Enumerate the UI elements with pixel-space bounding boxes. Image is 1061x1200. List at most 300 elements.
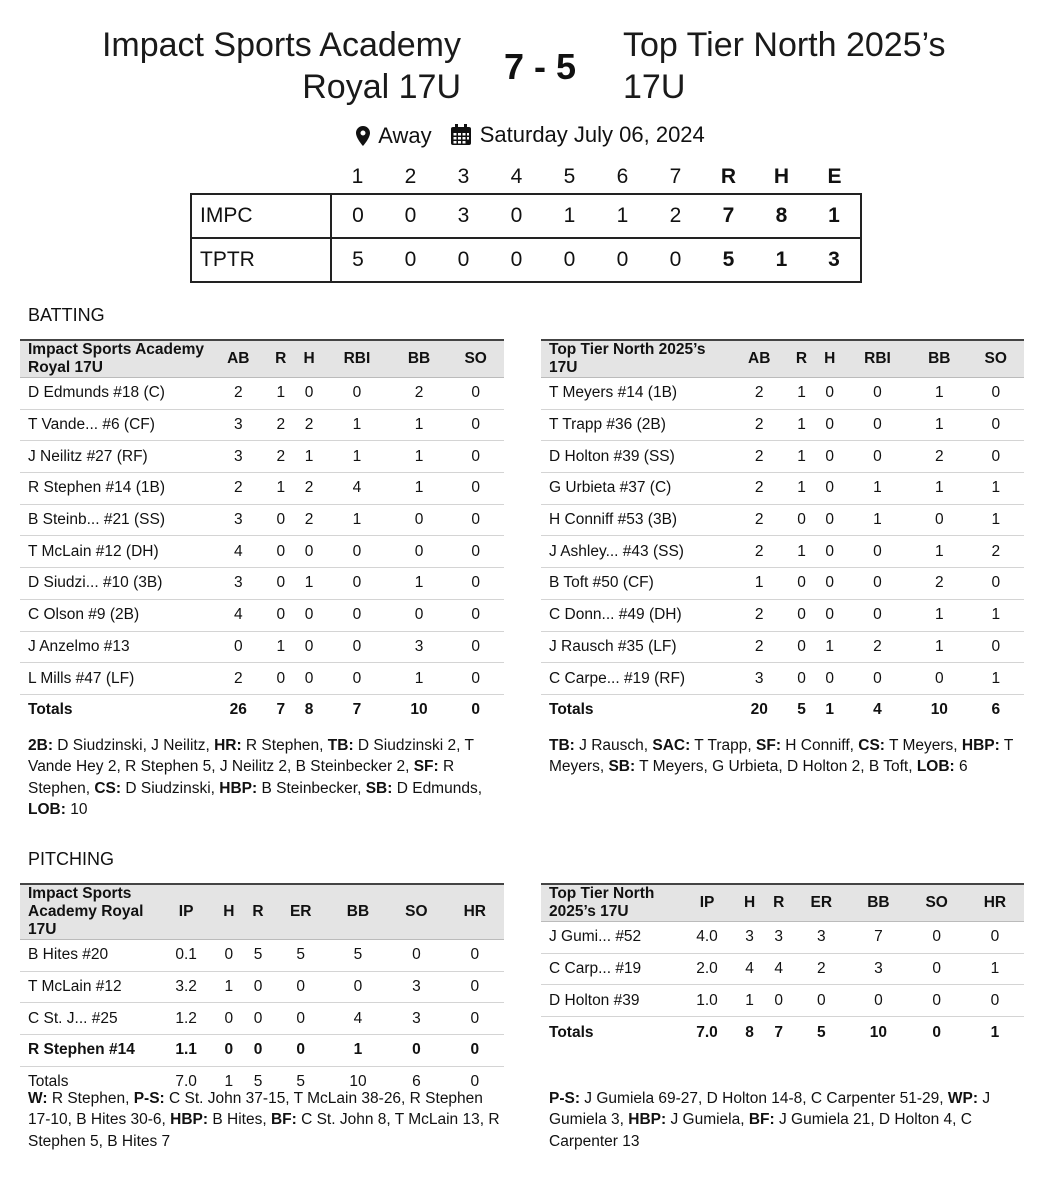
note-label: BF: xyxy=(270,1111,297,1129)
inning-header: 7 xyxy=(669,164,682,188)
stat-cell: 2 xyxy=(731,378,787,410)
stat-cell: 1.1 xyxy=(158,1035,214,1067)
total-cell: 26 xyxy=(229,701,247,719)
batting-table-home xyxy=(541,339,1024,726)
player-name: C Carpe... #19 (RF) xyxy=(541,663,731,695)
stat-cell: 0 xyxy=(447,504,504,536)
stat-cell: 4 xyxy=(323,473,391,505)
table-row xyxy=(20,1003,504,1035)
team-name-header: Impact Sports Academy Royal 17U xyxy=(20,340,210,378)
stat-cell: 0 xyxy=(844,378,911,410)
player-name: G Urbieta #37 (C) xyxy=(541,473,731,505)
stat-cell: 3 xyxy=(391,631,448,663)
inning-runs: 2 xyxy=(649,194,702,238)
table-row xyxy=(20,473,504,505)
stat-col-header: BB xyxy=(911,340,967,378)
stat-cell: 3 xyxy=(735,922,764,954)
stat-cell: 1.2 xyxy=(158,1003,214,1035)
stat-cell: 0 xyxy=(273,971,329,1003)
total-cell: 7.0 xyxy=(175,1073,197,1091)
stat-cell: 2 xyxy=(295,473,323,505)
stat-cell: 1 xyxy=(968,599,1024,631)
player-name: J Neilitz #27 (RF) xyxy=(20,441,210,473)
stat-cell: 0 xyxy=(243,1003,272,1035)
total-cell: 8 xyxy=(745,1023,754,1041)
note-label: SB: xyxy=(365,779,393,797)
stat-cell: 0 xyxy=(966,922,1024,954)
stat-cell: 0 xyxy=(816,409,844,441)
stat-col-header: AB xyxy=(731,340,787,378)
stat-cell: 3 xyxy=(210,504,267,536)
stat-cell: 1 xyxy=(323,409,391,441)
note-text: C St. John 8, T McLain 13, R Stephen 5, B Hites 7 xyxy=(28,1111,500,1150)
player-name: T McLain #12 (DH) xyxy=(20,536,210,568)
date xyxy=(450,120,705,150)
player-name: T McLain #12 xyxy=(20,971,158,1003)
stat-cell: 0 xyxy=(816,663,844,695)
line-score-row-home xyxy=(191,238,861,282)
player-name: T Meyers #14 (1B) xyxy=(541,378,731,410)
player-name: C Carp... #19 xyxy=(541,953,679,985)
stat-cell: 0 xyxy=(908,953,966,985)
note-label: CS: xyxy=(858,737,885,754)
stat-cell: 2 xyxy=(731,473,787,505)
date-text: Saturday July 06, 2024 xyxy=(479,122,705,147)
stat-cell: 0 xyxy=(446,940,504,972)
stat-cell: 1 xyxy=(966,953,1024,985)
inning-header: 2 xyxy=(404,164,417,188)
stat-cell: 0 xyxy=(911,504,967,536)
team-name-header: Impact Sports Academy Royal 17U xyxy=(20,884,158,940)
stat-cell: 0 xyxy=(447,409,504,441)
stat-col-header: BB xyxy=(329,884,387,940)
stat-cell: 1 xyxy=(391,663,448,695)
stat-col-header: SO xyxy=(447,340,504,378)
away-team-line-2: Royal 17U xyxy=(302,68,461,106)
note-label: P-S: xyxy=(133,1090,165,1107)
stat-cell: 0 xyxy=(844,568,911,600)
table-row xyxy=(541,378,1024,410)
stat-cell: 0 xyxy=(323,568,391,600)
note-text: 6 xyxy=(954,758,968,776)
stat-cell: 0 xyxy=(295,378,323,410)
stat-cell: 1 xyxy=(911,536,967,568)
inning-runs: 0 xyxy=(543,238,596,282)
line-score-row-away xyxy=(191,194,861,238)
table-row xyxy=(541,985,1024,1017)
table-row xyxy=(20,631,504,663)
pitching-table-away xyxy=(20,883,504,1098)
stat-cell: 7 xyxy=(849,922,907,954)
stat-cell: 3 xyxy=(793,922,849,954)
stat-col-header: H xyxy=(214,884,243,940)
stat-col-header: R xyxy=(243,884,272,940)
total-runs: 7 xyxy=(702,194,755,238)
stat-cell: 2 xyxy=(295,409,323,441)
inning-runs: 1 xyxy=(543,194,596,238)
stat-cell: 0 xyxy=(968,631,1024,663)
stat-cell: 0 xyxy=(966,985,1024,1017)
total-cell: 5 xyxy=(816,1023,826,1041)
note-text: D Siudzinski 2, T Vande Hey 2, R Stephen 5, J Neilitz 2, B Steinbecker 2, xyxy=(28,737,474,776)
stat-cell: 2 xyxy=(210,378,267,410)
stat-cell: 2 xyxy=(731,441,787,473)
stat-col-header: R xyxy=(267,340,295,378)
note-text: D Edmunds, xyxy=(392,779,483,797)
note-text: B Hites, xyxy=(208,1111,271,1129)
stat-cell: 0 xyxy=(844,536,911,568)
note-label: SB: xyxy=(608,758,636,776)
note-text: B Steinbecker, xyxy=(257,779,366,797)
inning-runs: 3 xyxy=(437,194,490,238)
stat-cell: 0 xyxy=(267,568,295,600)
stat-cell: 0 xyxy=(816,536,844,568)
stat-cell: 0 xyxy=(844,663,911,695)
stat-cell: 0 xyxy=(787,631,815,663)
home-team-line-2: 17U xyxy=(623,68,686,106)
player-name: J Ashley... #43 (SS) xyxy=(541,536,731,568)
note-label: HR: xyxy=(214,737,242,754)
stat-cell: 0 xyxy=(329,971,387,1003)
stat-cell: 0 xyxy=(764,985,793,1017)
totals-label: Totals xyxy=(549,1023,594,1041)
note-text: R Stephen, xyxy=(28,758,455,797)
stat-cell: 0 xyxy=(793,985,849,1017)
stat-cell: 0 xyxy=(849,985,907,1017)
player-name: B Toft #50 (CF) xyxy=(541,568,731,600)
stat-cell: 1 xyxy=(731,568,787,600)
stat-cell: 3 xyxy=(731,663,787,695)
note-label: W: xyxy=(28,1090,48,1107)
note-text: J Gumiela 3, xyxy=(549,1090,991,1129)
stat-cell: 1 xyxy=(391,568,448,600)
stat-cell: 0 xyxy=(210,631,267,663)
player-name: C Donn... #49 (DH) xyxy=(541,599,731,631)
table-row xyxy=(541,441,1024,473)
note-label: LOB: xyxy=(916,758,955,776)
total-cell: 20 xyxy=(750,701,768,719)
player-name: C Olson #9 (2B) xyxy=(20,599,210,631)
stat-cell: 1 xyxy=(911,409,967,441)
total-cell: 1 xyxy=(990,1023,1000,1041)
team-abbr: IMPC xyxy=(191,194,331,238)
stat-cell: 1.0 xyxy=(679,985,735,1017)
note-text: J Rausch, xyxy=(574,737,653,754)
stat-cell: 4 xyxy=(764,953,793,985)
stat-cell: 2 xyxy=(793,953,849,985)
stat-cell: 1 xyxy=(911,473,967,505)
stat-cell: 2 xyxy=(295,504,323,536)
stat-cell: 0 xyxy=(446,1035,504,1067)
stat-cell: 5 xyxy=(243,940,272,972)
stat-col-header: SO xyxy=(908,884,966,922)
total-cell: 5 xyxy=(797,701,806,719)
totals-row xyxy=(20,694,504,726)
stat-cell: 2 xyxy=(391,378,448,410)
stat-cell: 0 xyxy=(844,409,911,441)
inning-runs: 0 xyxy=(596,238,649,282)
game-header xyxy=(0,24,1061,114)
total-cell: 7 xyxy=(774,1023,784,1041)
stat-cell: 4 xyxy=(329,1003,387,1035)
table-row xyxy=(541,409,1024,441)
stat-cell: 4 xyxy=(210,599,267,631)
note-label: WP: xyxy=(947,1090,979,1107)
stat-cell: 1 xyxy=(735,985,764,1017)
stat-cell: 0 xyxy=(787,504,815,536)
total-cell: 10 xyxy=(349,1073,367,1091)
stat-cell: 1 xyxy=(787,441,815,473)
total-hits: 1 xyxy=(755,238,808,282)
stat-cell: 0 xyxy=(267,663,295,695)
note-text: D Siudzinski, xyxy=(121,779,220,797)
stat-cell: 0 xyxy=(447,473,504,505)
stat-col-header: H xyxy=(295,340,323,378)
total-cell: 7 xyxy=(276,701,286,719)
team-abbr: TPTR xyxy=(191,238,331,282)
stat-cell: 2.0 xyxy=(679,953,735,985)
stat-cell: 1 xyxy=(329,1035,387,1067)
stat-col-header: RBI xyxy=(323,340,391,378)
stat-cell: 0 xyxy=(447,441,504,473)
player-name: D Edmunds #18 (C) xyxy=(20,378,210,410)
stat-cell: 0 xyxy=(968,409,1024,441)
stat-cell: 0 xyxy=(387,1035,445,1067)
total-cell: 5 xyxy=(296,1073,306,1091)
table-row xyxy=(541,536,1024,568)
stat-cell: 0 xyxy=(387,940,445,972)
note-text: J Gumiela 21, D Holton 4, C Carpenter 13 xyxy=(549,1111,972,1150)
stat-cell: 0 xyxy=(447,568,504,600)
stat-cell: 1 xyxy=(267,378,295,410)
stat-cell: 0 xyxy=(267,536,295,568)
inning-header: 3 xyxy=(457,164,470,188)
note-label: SAC: xyxy=(652,737,691,754)
table-row xyxy=(541,473,1024,505)
player-name: J Anzelmo #13 xyxy=(20,631,210,663)
stat-cell: 0 xyxy=(844,441,911,473)
stat-cell: 2 xyxy=(731,599,787,631)
stat-cell: 1 xyxy=(391,441,448,473)
pitching-notes-away xyxy=(28,1088,506,1152)
table-row xyxy=(20,504,504,536)
home-team-name xyxy=(623,24,946,108)
stat-cell: 1 xyxy=(968,504,1024,536)
total-cell: 8 xyxy=(304,701,314,719)
player-name: R Stephen #14 (1B) xyxy=(20,473,210,505)
map-pin-icon xyxy=(356,126,370,146)
stat-cell: 1 xyxy=(391,409,448,441)
note-label: BF: xyxy=(748,1111,775,1129)
stat-cell: 0 xyxy=(446,971,504,1003)
total-cell: 1 xyxy=(224,1073,234,1091)
player-name: J Rausch #35 (LF) xyxy=(541,631,731,663)
player-name: D Holton #39 (SS) xyxy=(541,441,731,473)
table-row xyxy=(541,631,1024,663)
stat-cell: 0 xyxy=(816,441,844,473)
stat-cell: 0 xyxy=(911,663,967,695)
note-text: T Meyers, xyxy=(549,737,1014,776)
stat-col-header: BB xyxy=(391,340,448,378)
note-label: TB: xyxy=(549,737,575,754)
stat-cell: 2 xyxy=(210,663,267,695)
team-name-header: Top Tier North 2025’s 17U xyxy=(541,340,731,378)
stat-cell: 0 xyxy=(844,599,911,631)
stat-cell: 0 xyxy=(323,631,391,663)
note-text: T Meyers, xyxy=(884,737,962,754)
stat-cell: 0 xyxy=(787,599,815,631)
stat-cell: 1 xyxy=(787,473,815,505)
stat-cell: 0 xyxy=(446,1003,504,1035)
stat-cell: 0 xyxy=(968,568,1024,600)
note-text: J Gumiela 69-27, D Holton 14-8, C Carpenter 51-29, xyxy=(580,1090,948,1107)
away-team-name xyxy=(102,24,461,108)
stat-cell: 0 xyxy=(295,631,323,663)
stat-cell: 2 xyxy=(968,536,1024,568)
stat-cell: 5 xyxy=(329,940,387,972)
inning-header: 4 xyxy=(510,164,523,188)
stat-cell: 0 xyxy=(968,378,1024,410)
stat-cell: 0 xyxy=(295,536,323,568)
stat-cell: 0 xyxy=(447,378,504,410)
stat-col-header: AB xyxy=(210,340,267,378)
home-team-line-1: Top Tier North 2025’s xyxy=(623,26,946,64)
total-cell: 7.0 xyxy=(696,1023,718,1041)
team-name-header: Top Tier North 2025’s 17U xyxy=(541,884,679,922)
runs-header: R xyxy=(720,164,737,188)
note-text: 10 xyxy=(65,800,88,818)
stat-cell: 1 xyxy=(911,631,967,663)
stat-cell: 0 xyxy=(295,599,323,631)
stat-cell: 2 xyxy=(731,536,787,568)
total-cell: 7 xyxy=(352,701,362,719)
stat-col-header: HR xyxy=(446,884,504,940)
stat-cell: 3 xyxy=(210,409,267,441)
stat-cell: 4.0 xyxy=(679,922,735,954)
stat-cell: 3.2 xyxy=(158,971,214,1003)
pitching-table-home xyxy=(541,883,1024,1048)
inning-runs: 0 xyxy=(384,238,437,282)
stat-cell: 2 xyxy=(911,441,967,473)
table-row xyxy=(541,663,1024,695)
location-text: Away xyxy=(378,123,432,148)
note-text: C St. John 37-15, T McLain 38-26, R Stephen 17-10, B Hites 30-6, xyxy=(28,1090,483,1129)
total-cell: 0 xyxy=(932,1023,941,1041)
stat-cell: 1 xyxy=(911,599,967,631)
stat-cell: 0 xyxy=(214,1003,243,1035)
total-runs: 5 xyxy=(702,238,755,282)
stat-cell: 0 xyxy=(787,663,815,695)
hits-header: H xyxy=(773,164,790,188)
note-label: HBP: xyxy=(219,779,258,797)
stat-col-header: ER xyxy=(273,884,329,940)
stat-cell: 1 xyxy=(787,378,815,410)
stat-cell: 0 xyxy=(816,378,844,410)
table-row xyxy=(20,568,504,600)
pitching-notes-home xyxy=(549,1088,1027,1152)
stat-cell: 0 xyxy=(267,504,295,536)
player-name: R Stephen #14 xyxy=(20,1035,158,1067)
stat-cell: 4 xyxy=(735,953,764,985)
stat-cell: 2 xyxy=(844,631,911,663)
total-cell: 0 xyxy=(471,701,480,719)
stat-cell: 0 xyxy=(908,985,966,1017)
stat-cell: 2 xyxy=(731,504,787,536)
stat-cell: 0 xyxy=(214,1035,243,1067)
note-label: SF: xyxy=(413,758,439,776)
note-label: P-S: xyxy=(549,1090,580,1107)
player-name: D Siudzi... #10 (3B) xyxy=(20,568,210,600)
stat-col-header: R xyxy=(764,884,793,922)
stat-col-header: SO xyxy=(387,884,445,940)
total-errors: 3 xyxy=(808,238,861,282)
stat-cell: 1 xyxy=(323,441,391,473)
total-hits: 8 xyxy=(755,194,808,238)
stat-cell: 0 xyxy=(323,663,391,695)
player-name: B Steinb... #21 (SS) xyxy=(20,504,210,536)
stat-cell: 0 xyxy=(816,568,844,600)
stat-cell: 0 xyxy=(391,536,448,568)
errors-header: E xyxy=(827,164,842,188)
note-text: H Conniff, xyxy=(781,737,859,754)
total-cell: 4 xyxy=(873,701,882,719)
stat-col-header: IP xyxy=(679,884,735,922)
table-row xyxy=(20,971,504,1003)
note-label: SF: xyxy=(756,737,781,754)
note-text: J Gumiela, xyxy=(666,1111,749,1129)
stat-header-row xyxy=(20,884,504,940)
stat-cell: 0 xyxy=(908,922,966,954)
stat-cell: 0 xyxy=(267,599,295,631)
stat-col-header: HR xyxy=(966,884,1024,922)
stat-cell: 0 xyxy=(787,568,815,600)
stat-cell: 1 xyxy=(844,473,911,505)
total-cell: 10 xyxy=(869,1023,888,1041)
inning-header: 6 xyxy=(616,164,629,188)
batting-table-away xyxy=(20,339,504,726)
stat-cell: 1 xyxy=(968,473,1024,505)
table-row xyxy=(20,663,504,695)
batting-section-title: BATTING xyxy=(28,305,105,325)
total-cell: 6 xyxy=(991,701,1001,719)
stat-header-row xyxy=(541,340,1024,378)
stat-cell: 3 xyxy=(764,922,793,954)
table-row xyxy=(541,504,1024,536)
stat-cell: 1 xyxy=(391,473,448,505)
inning-header: 1 xyxy=(351,164,364,188)
note-text: T Meyers, G Urbieta, D Holton 2, B Toft, xyxy=(635,758,917,776)
stat-cell: 2 xyxy=(267,409,295,441)
stat-cell: 0 xyxy=(391,504,448,536)
total-errors: 1 xyxy=(808,194,861,238)
stat-cell: 1 xyxy=(295,568,323,600)
stat-cell: 1 xyxy=(787,536,815,568)
note-text: D Siudzinski, J Neilitz, xyxy=(52,737,215,754)
totals-label: Totals xyxy=(28,701,73,719)
batting-notes-home xyxy=(549,735,1027,778)
location xyxy=(356,121,431,151)
inning-runs: 0 xyxy=(490,238,543,282)
inning-runs: 0 xyxy=(437,238,490,282)
stat-cell: 1 xyxy=(214,971,243,1003)
stat-col-header: H xyxy=(735,884,764,922)
stat-cell: 1 xyxy=(911,378,967,410)
stat-cell: 1 xyxy=(323,504,391,536)
note-label: 2B: xyxy=(28,737,53,754)
final-score: 7 - 5 xyxy=(503,46,577,87)
inning-runs: 5 xyxy=(331,238,384,282)
note-label: LOB: xyxy=(28,800,66,818)
